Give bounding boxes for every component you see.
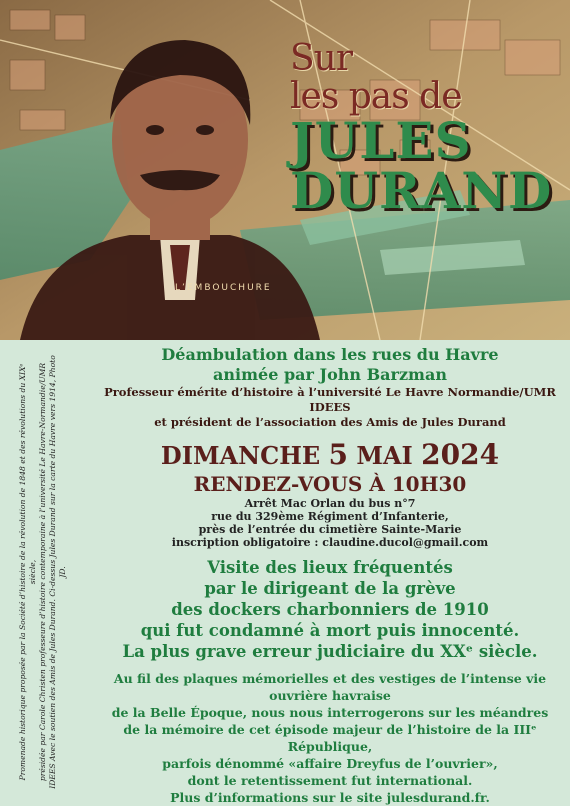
para-line-1: Au fil des plaques mémorielles et des vestiges de l’intense vie ouvrière havraise [113, 671, 547, 703]
info-prefix: Plus d’informations sur le site [170, 790, 383, 805]
visit-line-2: par le dirigeant de la grève [204, 579, 456, 598]
visit-line-4: qui fut condamné à mort puis innocenté. [140, 621, 520, 640]
intro-line-4: et président de l’association des Amis de Jules Durand [154, 415, 506, 429]
para-line-6 [90, 789, 570, 806]
location-line-2: rue du 329ème Régiment d’Infanterie, [211, 510, 449, 523]
event-day: DIMANCHE [160, 441, 321, 470]
title-line-4: DURAND [290, 161, 553, 220]
para-line-5: dont le retentissement fut international. [187, 773, 473, 788]
title-line-2: les pas de [290, 76, 462, 117]
rdv-label: RENDEZ-VOUS À [193, 472, 385, 496]
event-date-num: 5 [328, 438, 348, 471]
location-line-1: Arrêt Mac Orlan du bus n°7 [244, 497, 416, 510]
visit-line-1: Visite des lieux fréquentés [207, 558, 453, 577]
page-title [290, 38, 553, 220]
event-month: MAI [356, 441, 413, 470]
para-line-3: de la mémoire de cet épisode majeur de l’histoire de la IIIᵉ République, [123, 722, 537, 754]
para-line-2: de la Belle Époque, nous nous interrogerons sur les méandres [111, 705, 549, 720]
map-label: L’EMBOUCHURE [175, 283, 272, 293]
rdv-time: 10H30 [391, 472, 467, 496]
credit-line-2: présidée par Carole Christen professeure d’histoire contemporaine à l’université Le Havre-Normandie/UMR [38, 362, 47, 782]
signup-line [90, 536, 570, 549]
main-content [90, 345, 570, 806]
sidebar-credit [0, 345, 86, 800]
event-year: 2024 [421, 438, 500, 471]
credit-line-1: Promenade historique proposée par la Société d’histoire de la révolution de 1848 et des révolutions du XIXᵉ siècle, [18, 363, 37, 781]
location-line-3: près de l’entrée du cimetière Sainte-Marie [198, 523, 462, 536]
visit-line-3: des dockers charbonniers de 1910 [171, 600, 489, 619]
intro-line-2: animée par John Barzman [213, 365, 447, 384]
title-line-1: Sur [290, 38, 353, 79]
title-line-3: JULES [290, 111, 472, 170]
signup-label: inscription obligatoire : [171, 536, 319, 549]
event-time [90, 471, 570, 497]
visit-line-5: La plus grave erreur judiciaire du XXᵉ siècle. [122, 642, 538, 661]
credit-line-3: IDEES Avec le soutien des Amis de Jules Durand. Ci-dessus Jules Durand sur la carte du Havre vers 1914, Photo JD. [48, 355, 67, 789]
para-line-4: parfois dénommé «affaire Dreyfus de l’ouvrier», [162, 756, 498, 771]
intro-line-1: Déambulation dans les rues du Havre [161, 345, 499, 364]
event-date [90, 440, 570, 471]
intro-line-3: Professeur émérite d’histoire à l’université Le Havre Normandie/UMR IDEES [104, 385, 556, 414]
visit-block [90, 557, 570, 662]
description-paragraph [90, 670, 570, 806]
signup-email[interactable]: claudine.ducol@gmail.com [322, 536, 489, 549]
website-link[interactable]: julesdurand.fr. [386, 790, 490, 805]
